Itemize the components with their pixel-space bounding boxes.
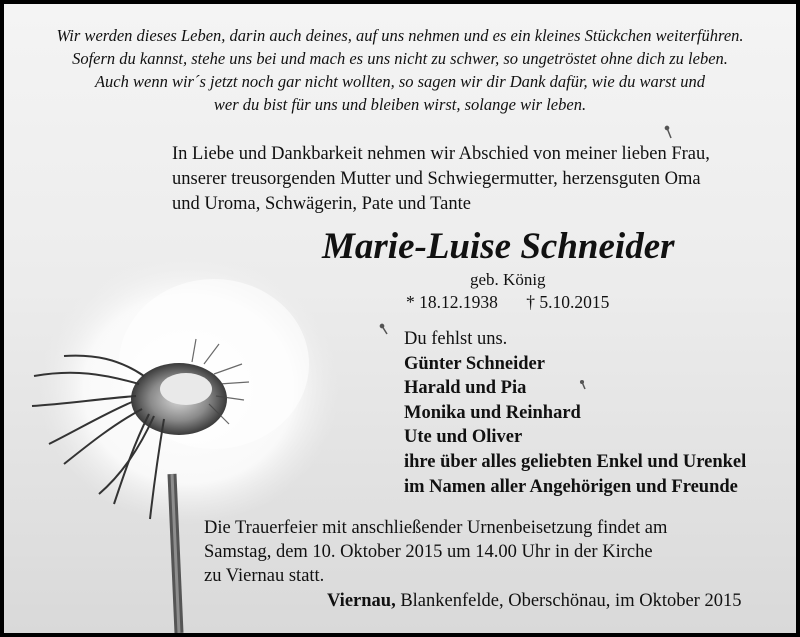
service-line: Die Trauerfeier mit anschließender Urnenbeisetzung findet am (204, 518, 668, 538)
mourners-list (404, 327, 746, 499)
funeral-service-info (204, 516, 667, 588)
mourner-name: Harald und Pia (404, 378, 527, 399)
mourner-name: im Namen aller Angehörigen und Freunde (404, 476, 738, 497)
poem-line: wer du bist für uns und bleiben wirst, solange wir leben. (213, 95, 587, 114)
life-dates (406, 292, 633, 313)
farewell-intro (172, 142, 782, 217)
poem-line: Auch wenn wir´s jetzt noch gar nicht wollten, so sagen wir dir Dank dafür, wie du warst und (94, 72, 706, 91)
mourner-name: Monika und Reinhard (404, 402, 581, 423)
signoff-rest: Blankenfelde, Oberschönau, im Oktober 2015 (395, 591, 742, 611)
service-line: zu Viernau statt. (204, 566, 325, 586)
mourners-intro: Du fehlst uns. (404, 329, 508, 349)
intro-line: In Liebe und Dankbarkeit nehmen wir Abschied von meiner lieben Frau, (172, 144, 710, 164)
deceased-name: Marie-Luise Schneider (322, 226, 675, 267)
intro-line: und Uroma, Schwägerin, Pate und Tante (172, 194, 471, 214)
signoff-place: Viernau, (327, 591, 396, 611)
mourner-name: Ute und Oliver (404, 427, 523, 448)
service-line: Samstag, dem 10. Oktober 2015 um 14.00 Uhr in der Kirche (204, 542, 653, 562)
maiden-name: geb. König (470, 270, 546, 289)
death-date: † 5.10.2015 (526, 292, 610, 312)
signoff (327, 591, 741, 612)
poem (4, 24, 796, 116)
mourner-name: ihre über alles geliebten Enkel und Urenkel (404, 451, 747, 472)
intro-line: unserer treusorgenden Mutter und Schwiegermutter, herzensguten Oma (172, 169, 701, 189)
birth-date: * 18.12.1938 (406, 292, 498, 312)
mourner-name: Günter Schneider (404, 353, 545, 374)
poem-line: Wir werden dieses Leben, darin auch deines, auf uns nehmen und es ein kleines Stückchen weiterführen. (56, 26, 744, 45)
poem-line: Sofern du kannst, stehe uns bei und mach es uns nicht zu schwer, so ungetröstet ohne dich zu leben. (72, 49, 728, 68)
